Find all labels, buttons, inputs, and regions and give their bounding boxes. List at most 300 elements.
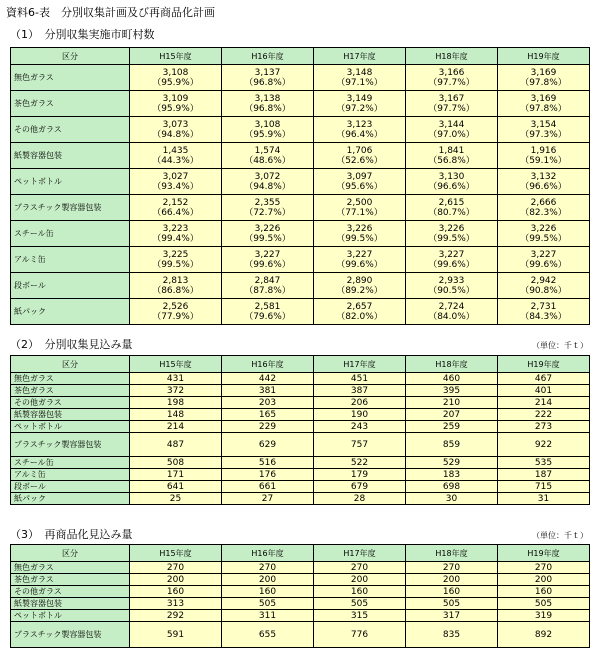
table-row bbox=[11, 457, 590, 469]
percent-value: （59.1%） bbox=[520, 155, 567, 166]
percent-value: （52.6%） bbox=[336, 155, 383, 166]
percent-value: （66.4%） bbox=[152, 207, 199, 218]
count-value: 2,666 bbox=[530, 197, 557, 208]
value-cell: 505 bbox=[498, 598, 590, 610]
count-value: 3,132 bbox=[530, 171, 557, 182]
header-year: H16年度 bbox=[222, 545, 314, 562]
row-label: スチール缶 bbox=[11, 221, 130, 247]
table-row bbox=[11, 493, 590, 505]
value-cell bbox=[130, 221, 222, 247]
percent-value: （82.3%） bbox=[520, 207, 567, 218]
value-cell: 431 bbox=[130, 373, 222, 385]
collection-volume-table bbox=[10, 355, 590, 505]
value-cell bbox=[406, 273, 498, 299]
table-row bbox=[11, 481, 590, 493]
value-cell: 467 bbox=[498, 373, 590, 385]
percent-value: （99.6%） bbox=[428, 259, 475, 270]
value-cell: 442 bbox=[222, 373, 314, 385]
row-label: スチール缶 bbox=[11, 457, 130, 469]
table-row bbox=[11, 469, 590, 481]
percent-value: （97.0%） bbox=[428, 129, 475, 140]
count-value: 3,226 bbox=[254, 223, 281, 234]
header-row bbox=[11, 545, 590, 562]
table-row bbox=[11, 586, 590, 598]
table-row bbox=[11, 598, 590, 610]
value-cell bbox=[314, 143, 406, 169]
percent-value: （99.6%） bbox=[336, 259, 383, 270]
value-cell: 206 bbox=[314, 397, 406, 409]
value-cell bbox=[498, 65, 590, 91]
header-row bbox=[11, 48, 590, 65]
value-cell bbox=[498, 273, 590, 299]
percent-value: （82.0%） bbox=[336, 311, 383, 322]
count-value: 2,724 bbox=[438, 301, 465, 312]
table-row bbox=[11, 574, 590, 586]
value-cell bbox=[498, 117, 590, 143]
count-value: 2,615 bbox=[438, 197, 465, 208]
municipality-count-table bbox=[10, 47, 590, 325]
value-cell: 190 bbox=[314, 409, 406, 421]
value-cell bbox=[222, 143, 314, 169]
value-cell bbox=[314, 299, 406, 325]
row-label: 段ボール bbox=[11, 273, 130, 299]
value-cell bbox=[498, 195, 590, 221]
count-value: 1,435 bbox=[162, 145, 189, 156]
value-cell bbox=[406, 195, 498, 221]
count-value: 3,227 bbox=[530, 249, 557, 260]
value-cell: 505 bbox=[314, 598, 406, 610]
value-cell: 30 bbox=[406, 493, 498, 505]
table-row bbox=[11, 622, 590, 648]
count-value: 3,149 bbox=[346, 93, 373, 104]
percent-value: （96.8%） bbox=[244, 77, 291, 88]
value-cell: 679 bbox=[314, 481, 406, 493]
row-label: 無色ガラス bbox=[11, 562, 130, 574]
value-cell bbox=[222, 117, 314, 143]
count-value: 3,226 bbox=[346, 223, 373, 234]
percent-value: （84.3%） bbox=[520, 311, 567, 322]
value-cell: 401 bbox=[498, 385, 590, 397]
value-cell bbox=[222, 169, 314, 195]
value-cell bbox=[498, 247, 590, 273]
header-year: H16年度 bbox=[222, 356, 314, 373]
header-year: H19年度 bbox=[498, 356, 590, 373]
header-label: 区分 bbox=[11, 545, 130, 562]
value-cell bbox=[498, 169, 590, 195]
header-year: H18年度 bbox=[406, 48, 498, 65]
value-cell: 222 bbox=[498, 409, 590, 421]
header-year: H15年度 bbox=[130, 545, 222, 562]
table-row bbox=[11, 421, 590, 433]
header-label: 区分 bbox=[11, 356, 130, 373]
value-cell bbox=[498, 143, 590, 169]
value-cell bbox=[130, 65, 222, 91]
section3-body bbox=[11, 545, 590, 648]
value-cell: 591 bbox=[130, 622, 222, 648]
percent-value: （97.7%） bbox=[428, 77, 475, 88]
value-cell: 259 bbox=[406, 421, 498, 433]
value-cell: 183 bbox=[406, 469, 498, 481]
table-row bbox=[11, 610, 590, 622]
count-value: 2,657 bbox=[346, 301, 373, 312]
value-cell bbox=[130, 169, 222, 195]
value-cell bbox=[406, 117, 498, 143]
value-cell: 243 bbox=[314, 421, 406, 433]
count-value: 2,152 bbox=[162, 197, 189, 208]
value-cell bbox=[222, 91, 314, 117]
percent-value: （86.8%） bbox=[152, 285, 199, 296]
count-value: 3,144 bbox=[438, 119, 465, 130]
value-cell: 200 bbox=[314, 574, 406, 586]
row-label: その他ガラス bbox=[11, 586, 130, 598]
value-cell: 198 bbox=[130, 397, 222, 409]
count-value: 1,574 bbox=[254, 145, 281, 156]
count-value: 2,890 bbox=[346, 275, 373, 286]
table-row bbox=[11, 433, 590, 457]
section3-title: （3） 再商品化見込み量 bbox=[10, 528, 133, 541]
value-cell bbox=[406, 91, 498, 117]
value-cell bbox=[314, 65, 406, 91]
value-cell: 629 bbox=[222, 433, 314, 457]
value-cell: 270 bbox=[130, 562, 222, 574]
value-cell: 160 bbox=[222, 586, 314, 598]
value-cell: 381 bbox=[222, 385, 314, 397]
value-cell: 200 bbox=[406, 574, 498, 586]
count-value: 3,123 bbox=[346, 119, 373, 130]
value-cell bbox=[222, 221, 314, 247]
value-cell: 535 bbox=[498, 457, 590, 469]
table-row bbox=[11, 117, 590, 143]
row-label: ペットボトル bbox=[11, 421, 130, 433]
count-value: 3,109 bbox=[162, 93, 189, 104]
percent-value: （90.8%） bbox=[520, 285, 567, 296]
value-cell: 148 bbox=[130, 409, 222, 421]
row-label: ペットボトル bbox=[11, 169, 130, 195]
percent-value: （96.4%） bbox=[336, 129, 383, 140]
value-cell bbox=[406, 65, 498, 91]
header-year: H17年度 bbox=[314, 356, 406, 373]
header-year: H15年度 bbox=[130, 356, 222, 373]
value-cell: 715 bbox=[498, 481, 590, 493]
percent-value: （48.6%） bbox=[244, 155, 291, 166]
row-label: 紙製容器包装 bbox=[11, 143, 130, 169]
percent-value: （96.8%） bbox=[244, 103, 291, 114]
table-row bbox=[11, 409, 590, 421]
table-row bbox=[11, 221, 590, 247]
row-label: アルミ缶 bbox=[11, 469, 130, 481]
percent-value: （90.5%） bbox=[428, 285, 475, 296]
count-value: 3,167 bbox=[438, 93, 465, 104]
table-row bbox=[11, 299, 590, 325]
percent-value: （80.7%） bbox=[428, 207, 475, 218]
row-label: アルミ缶 bbox=[11, 247, 130, 273]
percent-value: （99.5%） bbox=[336, 233, 383, 244]
percent-value: （79.6%） bbox=[244, 311, 291, 322]
value-cell: 200 bbox=[222, 574, 314, 586]
header-year: H16年度 bbox=[222, 48, 314, 65]
value-cell: 922 bbox=[498, 433, 590, 457]
value-cell: 270 bbox=[222, 562, 314, 574]
value-cell bbox=[314, 117, 406, 143]
count-value: 3,169 bbox=[530, 93, 557, 104]
count-value: 2,500 bbox=[346, 197, 373, 208]
percent-value: （97.8%） bbox=[520, 77, 567, 88]
count-value: 3,227 bbox=[438, 249, 465, 260]
percent-value: （94.8%） bbox=[152, 129, 199, 140]
count-value: 3,137 bbox=[254, 67, 281, 78]
value-cell: 892 bbox=[498, 622, 590, 648]
percent-value: （72.7%） bbox=[244, 207, 291, 218]
value-cell bbox=[314, 221, 406, 247]
value-cell bbox=[314, 91, 406, 117]
value-cell: 655 bbox=[222, 622, 314, 648]
count-value: 3,148 bbox=[346, 67, 373, 78]
count-value: 3,226 bbox=[530, 223, 557, 234]
percent-value: （96.6%） bbox=[520, 181, 567, 192]
row-label: その他ガラス bbox=[11, 397, 130, 409]
count-value: 2,847 bbox=[254, 275, 281, 286]
value-cell bbox=[130, 91, 222, 117]
value-cell: 27 bbox=[222, 493, 314, 505]
count-value: 3,027 bbox=[162, 171, 189, 182]
count-value: 3,226 bbox=[438, 223, 465, 234]
value-cell: 25 bbox=[130, 493, 222, 505]
value-cell bbox=[130, 299, 222, 325]
value-cell: 270 bbox=[314, 562, 406, 574]
header-year: H17年度 bbox=[314, 545, 406, 562]
table-row bbox=[11, 562, 590, 574]
value-cell: 757 bbox=[314, 433, 406, 457]
count-value: 2,581 bbox=[254, 301, 281, 312]
value-cell: 698 bbox=[406, 481, 498, 493]
row-label: 紙パック bbox=[11, 299, 130, 325]
value-cell: 313 bbox=[130, 598, 222, 610]
value-cell bbox=[222, 195, 314, 221]
percent-value: （94.8%） bbox=[244, 181, 291, 192]
value-cell: 160 bbox=[406, 586, 498, 598]
percent-value: （89.2%） bbox=[336, 285, 383, 296]
percent-value: （97.3%） bbox=[520, 129, 567, 140]
percent-value: （99.4%） bbox=[152, 233, 199, 244]
percent-value: （99.6%） bbox=[520, 259, 567, 270]
table-row bbox=[11, 397, 590, 409]
row-label: 茶色ガラス bbox=[11, 574, 130, 586]
value-cell: 203 bbox=[222, 397, 314, 409]
table-row bbox=[11, 373, 590, 385]
row-label: 段ボール bbox=[11, 481, 130, 493]
count-value: 1,841 bbox=[438, 145, 465, 156]
value-cell bbox=[130, 195, 222, 221]
value-cell: 505 bbox=[406, 598, 498, 610]
value-cell: 171 bbox=[130, 469, 222, 481]
value-cell bbox=[498, 221, 590, 247]
row-label: 紙製容器包装 bbox=[11, 598, 130, 610]
value-cell: 179 bbox=[314, 469, 406, 481]
count-value: 3,169 bbox=[530, 67, 557, 78]
value-cell: 387 bbox=[314, 385, 406, 397]
table-row bbox=[11, 195, 590, 221]
value-cell: 859 bbox=[406, 433, 498, 457]
value-cell: 160 bbox=[314, 586, 406, 598]
percent-value: （77.1%） bbox=[336, 207, 383, 218]
percent-value: （97.2%） bbox=[336, 103, 383, 114]
section1-body bbox=[11, 48, 590, 325]
value-cell bbox=[130, 247, 222, 273]
value-cell: 270 bbox=[406, 562, 498, 574]
section3-unit: （単位：千ｔ） bbox=[532, 531, 588, 540]
row-label: その他ガラス bbox=[11, 117, 130, 143]
percent-value: （96.6%） bbox=[428, 181, 475, 192]
count-value: 2,355 bbox=[254, 197, 281, 208]
count-value: 3,072 bbox=[254, 171, 281, 182]
percent-value: （84.0%） bbox=[428, 311, 475, 322]
row-label: 紙パック bbox=[11, 493, 130, 505]
header-year: H18年度 bbox=[406, 545, 498, 562]
count-value: 3,225 bbox=[162, 249, 189, 260]
count-value: 2,813 bbox=[162, 275, 189, 286]
percent-value: （99.5%） bbox=[244, 233, 291, 244]
percent-value: （99.5%） bbox=[428, 233, 475, 244]
row-label: 無色ガラス bbox=[11, 65, 130, 91]
header-year: H19年度 bbox=[498, 48, 590, 65]
header-year: H17年度 bbox=[314, 48, 406, 65]
header-row bbox=[11, 356, 590, 373]
value-cell bbox=[130, 143, 222, 169]
value-cell: 214 bbox=[130, 421, 222, 433]
count-value: 3,097 bbox=[346, 171, 373, 182]
value-cell bbox=[314, 247, 406, 273]
percent-value: （95.9%） bbox=[152, 77, 199, 88]
table-row bbox=[11, 91, 590, 117]
count-value: 1,706 bbox=[346, 145, 373, 156]
value-cell: 31 bbox=[498, 493, 590, 505]
percent-value: （97.7%） bbox=[428, 103, 475, 114]
value-cell: 641 bbox=[130, 481, 222, 493]
value-cell bbox=[130, 273, 222, 299]
value-cell bbox=[406, 299, 498, 325]
value-cell: 273 bbox=[498, 421, 590, 433]
value-cell: 372 bbox=[130, 385, 222, 397]
value-cell: 270 bbox=[498, 562, 590, 574]
percent-value: （56.8%） bbox=[428, 155, 475, 166]
row-label: 紙製容器包装 bbox=[11, 409, 130, 421]
count-value: 3,108 bbox=[254, 119, 281, 130]
section1-title: （1） 分別収集実施市町村数 bbox=[10, 28, 155, 41]
count-value: 2,526 bbox=[162, 301, 189, 312]
value-cell: 200 bbox=[130, 574, 222, 586]
value-cell: 661 bbox=[222, 481, 314, 493]
value-cell: 187 bbox=[498, 469, 590, 481]
row-label: プラスチック製容器包装 bbox=[11, 622, 130, 648]
percent-value: （99.5%） bbox=[152, 259, 199, 270]
value-cell bbox=[222, 247, 314, 273]
header-year: H18年度 bbox=[406, 356, 498, 373]
count-value: 3,227 bbox=[254, 249, 281, 260]
percent-value: （87.8%） bbox=[244, 285, 291, 296]
section2-unit: （単位：千ｔ） bbox=[532, 341, 588, 350]
value-cell bbox=[498, 91, 590, 117]
table-row bbox=[11, 65, 590, 91]
percent-value: （95.6%） bbox=[336, 181, 383, 192]
table-row bbox=[11, 247, 590, 273]
section2-body bbox=[11, 356, 590, 505]
count-value: 2,942 bbox=[530, 275, 557, 286]
value-cell bbox=[222, 65, 314, 91]
value-cell bbox=[406, 169, 498, 195]
percent-value: （99.6%） bbox=[244, 259, 291, 270]
table-row bbox=[11, 169, 590, 195]
value-cell bbox=[222, 299, 314, 325]
count-value: 2,933 bbox=[438, 275, 465, 286]
recommercialization-volume-table bbox=[10, 544, 590, 648]
value-cell: 229 bbox=[222, 421, 314, 433]
value-cell: 165 bbox=[222, 409, 314, 421]
percent-value: （95.9%） bbox=[152, 103, 199, 114]
value-cell bbox=[314, 273, 406, 299]
value-cell bbox=[222, 273, 314, 299]
value-cell bbox=[498, 299, 590, 325]
document-title: 資料6-表 分別収集計画及び再商品化計画 bbox=[6, 6, 215, 19]
header-year: H15年度 bbox=[130, 48, 222, 65]
percent-value: （95.9%） bbox=[244, 129, 291, 140]
value-cell: 317 bbox=[406, 610, 498, 622]
count-value: 3,227 bbox=[346, 249, 373, 260]
value-cell: 516 bbox=[222, 457, 314, 469]
value-cell: 200 bbox=[498, 574, 590, 586]
value-cell: 505 bbox=[222, 598, 314, 610]
value-cell: 529 bbox=[406, 457, 498, 469]
value-cell: 160 bbox=[130, 586, 222, 598]
percent-value: （93.4%） bbox=[152, 181, 199, 192]
table-row bbox=[11, 143, 590, 169]
row-label: 無色ガラス bbox=[11, 373, 130, 385]
value-cell: 28 bbox=[314, 493, 406, 505]
value-cell: 315 bbox=[314, 610, 406, 622]
value-cell: 835 bbox=[406, 622, 498, 648]
value-cell: 292 bbox=[130, 610, 222, 622]
value-cell: 508 bbox=[130, 457, 222, 469]
count-value: 3,138 bbox=[254, 93, 281, 104]
table-row bbox=[11, 273, 590, 299]
row-label: ペットボトル bbox=[11, 610, 130, 622]
row-label: 茶色ガラス bbox=[11, 91, 130, 117]
value-cell bbox=[406, 221, 498, 247]
value-cell bbox=[130, 117, 222, 143]
percent-value: （44.3%） bbox=[152, 155, 199, 166]
count-value: 3,108 bbox=[162, 67, 189, 78]
value-cell: 210 bbox=[406, 397, 498, 409]
count-value: 3,073 bbox=[162, 119, 189, 130]
value-cell: 776 bbox=[314, 622, 406, 648]
percent-value: （97.1%） bbox=[336, 77, 383, 88]
header-year: H19年度 bbox=[498, 545, 590, 562]
count-value: 3,223 bbox=[162, 223, 189, 234]
count-value: 3,154 bbox=[530, 119, 557, 130]
value-cell: 319 bbox=[498, 610, 590, 622]
value-cell: 214 bbox=[498, 397, 590, 409]
row-label: 茶色ガラス bbox=[11, 385, 130, 397]
value-cell: 207 bbox=[406, 409, 498, 421]
count-value: 3,130 bbox=[438, 171, 465, 182]
percent-value: （99.5%） bbox=[520, 233, 567, 244]
value-cell: 311 bbox=[222, 610, 314, 622]
value-cell bbox=[314, 169, 406, 195]
count-value: 2,731 bbox=[530, 301, 557, 312]
row-label: プラスチック製容器包装 bbox=[11, 433, 130, 457]
header-label: 区分 bbox=[11, 48, 130, 65]
value-cell: 487 bbox=[130, 433, 222, 457]
value-cell: 176 bbox=[222, 469, 314, 481]
